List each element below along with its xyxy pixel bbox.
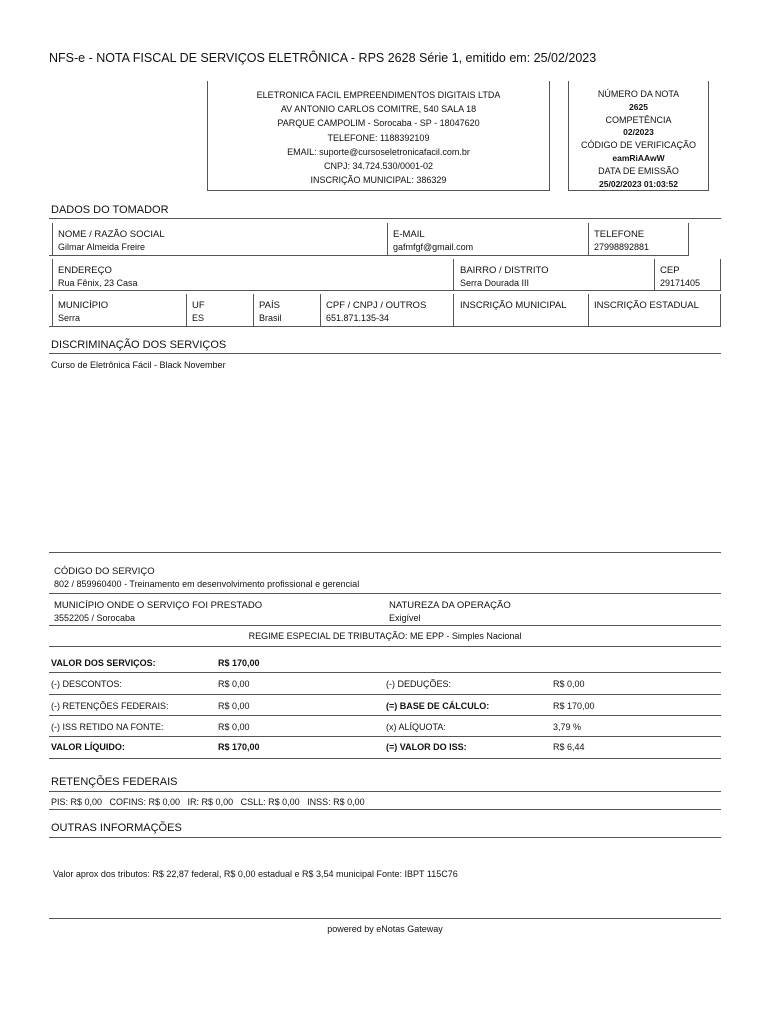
- operation-nature-label: NATUREZA DA OPERAÇÃO: [389, 600, 511, 611]
- divider: [49, 918, 721, 919]
- issuer-municipal-registration: INSCRIÇÃO MUNICIPAL: 386329: [310, 175, 447, 186]
- section-title-tomador: DADOS DO TOMADOR: [51, 204, 169, 216]
- divider: [49, 646, 721, 647]
- state-registration-label: INSCRIÇÃO ESTADUAL: [594, 300, 699, 311]
- section-title-services: DISCRIMINAÇÃO DOS SERVIÇOS: [51, 339, 227, 351]
- divider: [52, 259, 53, 290]
- city-value: Serra: [58, 313, 81, 323]
- address-value: Rua Fênix, 23 Casa: [58, 278, 138, 288]
- tax-rate-label: (x) ALÍQUOTA:: [386, 722, 446, 732]
- divider: [49, 791, 721, 792]
- email-label: E-MAIL: [393, 229, 425, 240]
- document-label: CPF / CNPJ / OUTROS: [326, 300, 427, 311]
- divider: [588, 223, 589, 255]
- iss-value: R$ 6,44: [553, 742, 585, 752]
- issuer-district: PARQUE CAMPOLIM - Sorocaba - SP - 18047620: [277, 118, 480, 129]
- cep-label: CEP: [660, 265, 680, 276]
- calculation-base-value: R$ 170,00: [553, 701, 595, 711]
- competence: 02/2023: [623, 127, 654, 138]
- iss-value-label: (=) VALOR DO ISS:: [386, 742, 467, 752]
- note-info: [568, 88, 709, 190]
- verification-code: eamRiAAwW: [612, 152, 665, 163]
- section-title-retentions: RETENÇÕES FEDERAIS: [51, 776, 178, 788]
- verification-label: CÓDIGO DE VERIFICAÇÃO: [580, 140, 696, 151]
- uf-label: UF: [192, 300, 205, 311]
- note-number-label: NÚMERO DA NOTA: [597, 89, 680, 99]
- divider: [49, 218, 721, 219]
- document-value: 651.871.135-34: [326, 313, 390, 323]
- service-code: 802 / 859960400 - Treinamento em desenvolvimento profissional e gerencial: [54, 579, 360, 589]
- operation-nature: Exigível: [389, 613, 421, 623]
- federal-retentions-line: PIS: R$ 0,00 COFINS: R$ 0,00 IR: R$ 0,00 CSLL: R$ 0,00 INSS: R$ 0,00: [51, 797, 365, 807]
- divider: [253, 294, 254, 326]
- divider: [49, 694, 721, 695]
- divider: [49, 593, 721, 594]
- deductions-label: (-) DEDUÇÕES:: [386, 679, 451, 689]
- name-label: NOME / RAZÃO SOCIAL: [58, 229, 165, 240]
- district-label: BAIRRO / DISTRITO: [460, 265, 549, 276]
- divider: [387, 223, 388, 255]
- issuer-address: AV ANTONIO CARLOS COMITRE, 540 SALA 18: [280, 104, 477, 115]
- name-value: Gilmar Almeida Freire: [58, 242, 146, 252]
- calculation-base-label: (=) BASE DE CÁLCULO:: [386, 701, 490, 711]
- discounts-value: R$ 0,00: [218, 679, 250, 689]
- divider: [186, 294, 187, 326]
- divider: [52, 223, 53, 255]
- divider: [720, 294, 721, 326]
- divider: [654, 259, 655, 290]
- service-code-label: CÓDIGO DO SERVIÇO: [54, 566, 155, 577]
- divider: [453, 259, 454, 290]
- net-value: R$ 170,00: [218, 742, 260, 752]
- country-value: Brasil: [259, 313, 282, 323]
- divider: [49, 255, 689, 256]
- iss-withheld-label: (-) ISS RETIDO NA FONTE:: [51, 722, 164, 732]
- competence-label: COMPETÊNCIA: [605, 114, 672, 125]
- issuer-phone: TELEFONE: 1188392109: [327, 132, 430, 143]
- federal-retentions-label: (-) RETENÇÕES FEDERAIS:: [51, 701, 169, 711]
- tax-regime: REGIME ESPECIAL DE TRIBUTAÇÃO: ME EPP - Simples Nacional: [248, 631, 522, 641]
- services-total: R$ 170,00: [218, 658, 260, 668]
- iss-withheld-value: R$ 0,00: [218, 722, 250, 732]
- services-total-label: VALOR DOS SERVIÇOS:: [51, 658, 156, 668]
- net-value-label: VALOR LÍQUIDO:: [51, 742, 125, 752]
- issuer-name: ELETRONICA FACIL EMPREENDIMENTOS DIGITAIS LTDA: [256, 90, 501, 100]
- discounts-label: (-) DESCONTOS:: [51, 679, 122, 689]
- deductions-value: R$ 0,00: [553, 679, 585, 689]
- address-label: ENDEREÇO: [58, 265, 112, 276]
- divider: [49, 758, 721, 759]
- service-place: 3552205 / Sorocaba: [54, 613, 136, 623]
- country-label: PAÍS: [259, 300, 280, 311]
- divider: [49, 552, 721, 553]
- divider: [49, 290, 721, 291]
- city-label: MUNICÍPIO: [58, 300, 109, 311]
- divider: [49, 625, 721, 626]
- divider: [49, 736, 721, 737]
- municipal-registration-label: INSCRIÇÃO MUNICIPAL: [460, 300, 567, 311]
- tax-rate-value: 3,79 %: [553, 722, 582, 732]
- divider: [588, 294, 589, 326]
- cep-value: 29171405: [660, 278, 701, 288]
- service-description: Curso de Eletrônica Fácil - Black November: [51, 360, 226, 370]
- divider: [49, 715, 721, 716]
- divider: [49, 672, 721, 673]
- page-title: NFS-e - NOTA FISCAL DE SERVIÇOS ELETRÔNICA - RPS 2628 Série 1, emitido em: 25/02/2023: [49, 51, 597, 65]
- phone-value: 27998892881: [594, 242, 650, 252]
- federal-retentions-value: R$ 0,00: [218, 701, 250, 711]
- district-value: Serra Dourada III: [460, 278, 530, 288]
- divider: [52, 294, 53, 326]
- tax-approximation-text: Valor aprox dos tributos: R$ 22,87 federal, R$ 0,00 estadual e R$ 3,54 municipal Fonte: IBPT 115C76: [53, 869, 458, 879]
- issuer-email: EMAIL: suporte@cursoseletronicafacil.com.br: [287, 146, 470, 157]
- divider: [320, 294, 321, 326]
- divider: [49, 353, 721, 354]
- email-value: gafmfgf@gmail.com: [393, 242, 474, 252]
- divider: [49, 809, 721, 810]
- divider: [720, 259, 721, 290]
- divider: [688, 223, 689, 255]
- uf-value: ES: [192, 313, 205, 323]
- footer-powered-by: powered by eNotas Gateway: [327, 924, 443, 934]
- issue-date-label: DATA DE EMISSÃO: [598, 165, 679, 176]
- divider: [453, 294, 454, 326]
- issue-date: 25/02/2023 01:03:52: [599, 178, 678, 189]
- service-place-label: MUNICÍPIO ONDE O SERVIÇO FOI PRESTADO: [54, 600, 263, 611]
- divider: [49, 326, 721, 327]
- note-number: 2625: [629, 101, 648, 112]
- section-title-other-info: OUTRAS INFORMAÇÕES: [51, 822, 182, 834]
- phone-label: TELEFONE: [594, 229, 645, 240]
- divider: [49, 837, 721, 838]
- issuer-info: [207, 88, 550, 187]
- issuer-cnpj: CNPJ: 34.724.530/0001-02: [323, 161, 434, 172]
